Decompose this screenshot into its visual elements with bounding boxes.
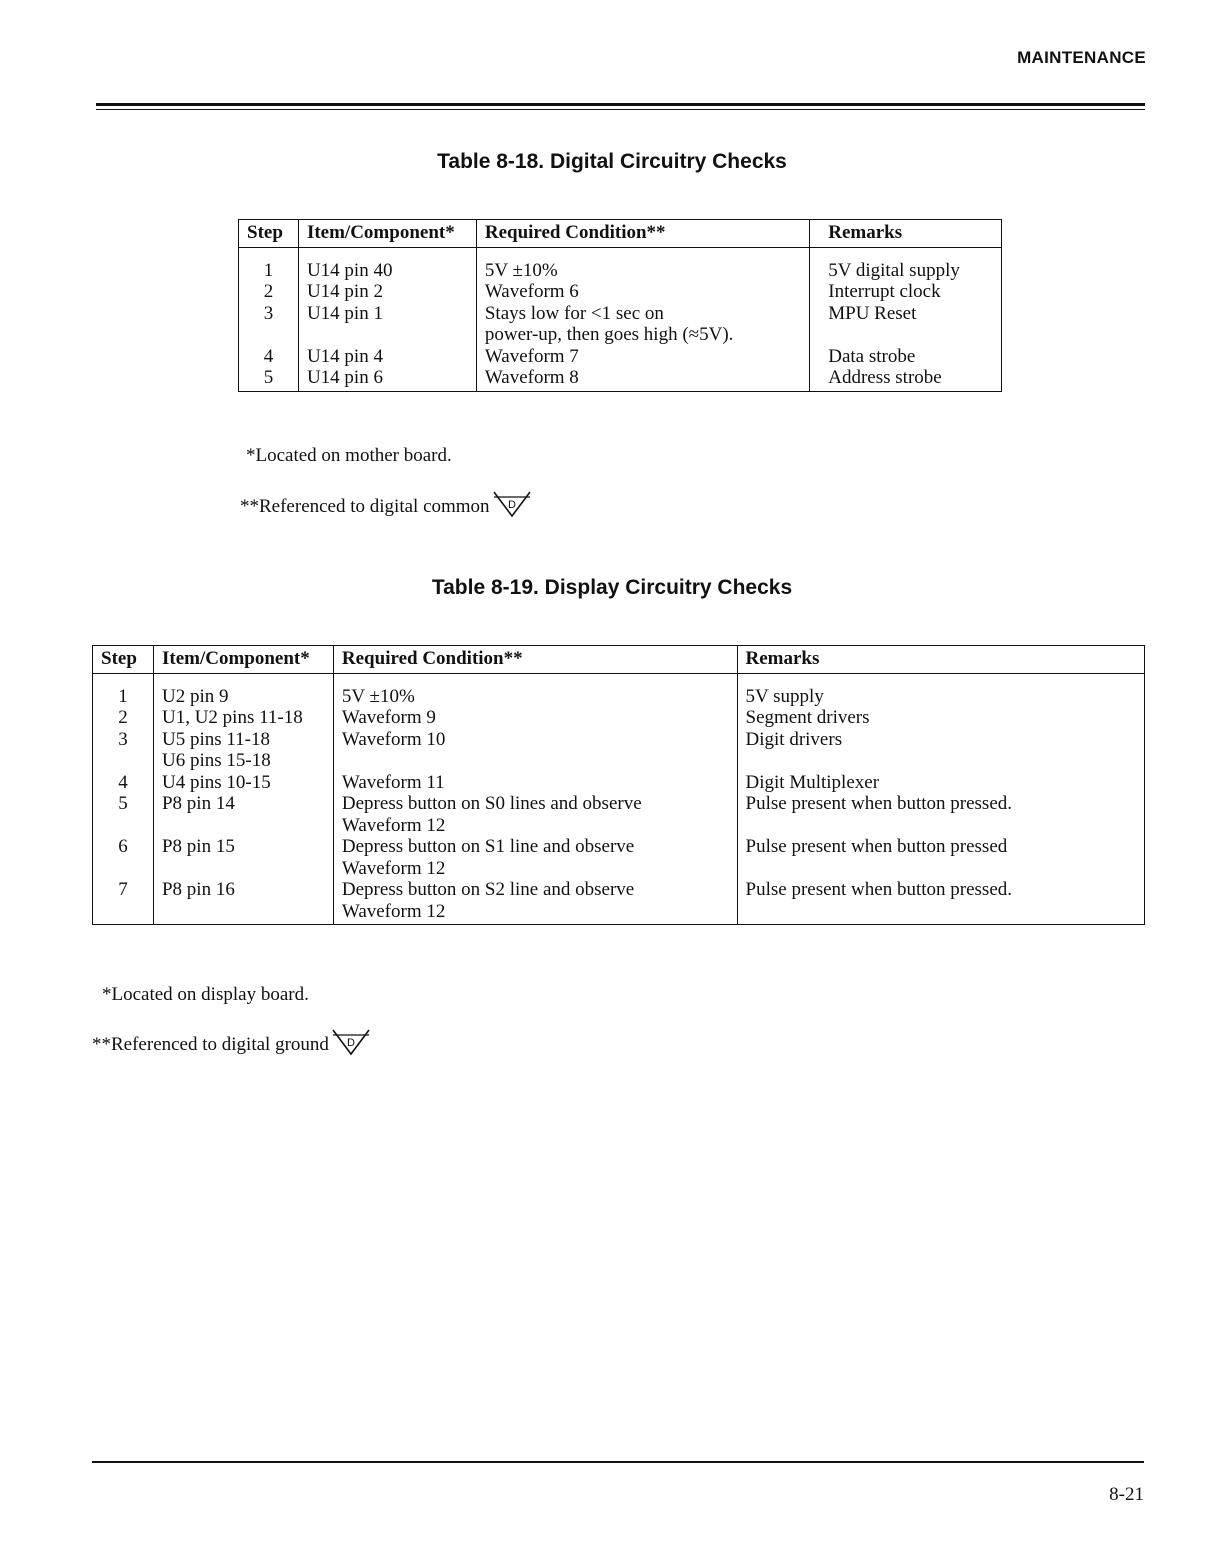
condition-cell: Waveform 7 bbox=[476, 346, 809, 368]
remarks-cell: 5V digital supply bbox=[810, 260, 1002, 282]
condition-cell bbox=[476, 303, 809, 346]
table-row bbox=[239, 303, 1002, 346]
item-line: U6 pins 15-18 bbox=[161, 750, 271, 771]
step-cell: 2 bbox=[239, 281, 299, 303]
condition-cell: Waveform 11 bbox=[333, 772, 737, 794]
condition-cell: 5V ±10% bbox=[476, 260, 809, 282]
column-header-item: Item/Component* bbox=[298, 220, 476, 248]
header-rule-thick bbox=[96, 103, 1145, 106]
step-cell: 3 bbox=[93, 729, 154, 772]
step-cell: 6 bbox=[93, 836, 154, 879]
step-cell: 3 bbox=[239, 303, 299, 346]
remarks-cell: Data strobe bbox=[810, 346, 1002, 368]
remarks-cell: Digit drivers bbox=[737, 729, 1144, 772]
column-header-condition: Required Condition** bbox=[333, 646, 737, 674]
condition-line: Waveform 12 bbox=[341, 857, 446, 879]
footnote-text: **Referenced to digital common bbox=[240, 496, 490, 517]
table-row bbox=[93, 729, 1145, 772]
footer-rule bbox=[92, 1461, 1144, 1463]
step-cell: 5 bbox=[93, 793, 154, 836]
condition-cell: 5V ±10% bbox=[333, 686, 737, 708]
remarks-cell: Interrupt clock bbox=[810, 281, 1002, 303]
remarks-cell: Address strobe bbox=[810, 367, 1002, 391]
table-18-footnote-location: *Located on mother board. bbox=[246, 445, 452, 466]
item-cell: U14 pin 6 bbox=[298, 367, 476, 391]
item-line: U5 pins 11-18 bbox=[161, 728, 270, 750]
condition-line: Waveform 12 bbox=[341, 814, 446, 836]
digital-ground-icon bbox=[331, 1028, 371, 1056]
table-row bbox=[239, 281, 1002, 303]
table-row bbox=[239, 367, 1002, 391]
condition-line: Waveform 12 bbox=[341, 900, 446, 922]
table-row bbox=[93, 772, 1145, 794]
table-row bbox=[93, 836, 1145, 879]
condition-line: power-up, then goes high (≈5V). bbox=[484, 324, 734, 345]
condition-cell bbox=[333, 793, 737, 836]
remarks-cell: Digit Multiplexer bbox=[737, 772, 1144, 794]
condition-cell: Waveform 8 bbox=[476, 367, 809, 391]
step-cell: 5 bbox=[239, 367, 299, 391]
remarks-cell: Segment drivers bbox=[737, 707, 1144, 729]
ground-symbol-letter: D bbox=[346, 1037, 355, 1049]
table-18-footnote-reference bbox=[240, 490, 532, 518]
column-header-remarks: Remarks bbox=[737, 646, 1144, 674]
table-row bbox=[93, 793, 1145, 836]
step-cell: 1 bbox=[239, 260, 299, 282]
table-18-header-row bbox=[239, 220, 1002, 248]
condition-cell: Waveform 10 bbox=[333, 729, 737, 772]
step-cell: 2 bbox=[93, 707, 154, 729]
table-row bbox=[93, 707, 1145, 729]
digital-common-ground-icon bbox=[492, 490, 532, 518]
table-row bbox=[93, 686, 1145, 708]
condition-cell bbox=[333, 879, 737, 925]
condition-line: Stays low for <1 sec on bbox=[484, 302, 664, 324]
table-19-footnote-reference bbox=[92, 1028, 371, 1056]
condition-line: Depress button on S1 line and observe bbox=[341, 836, 635, 857]
item-cell: U14 pin 40 bbox=[298, 260, 476, 282]
item-cell: U14 pin 4 bbox=[298, 346, 476, 368]
condition-line: Depress button on S2 line and observe bbox=[341, 879, 635, 900]
table-18-title: Table 8-18. Digital Circuitry Checks bbox=[437, 150, 787, 173]
header-rule-thin bbox=[96, 109, 1145, 110]
column-header-step: Step bbox=[239, 220, 299, 248]
item-cell: U14 pin 1 bbox=[298, 303, 476, 346]
remarks-cell: 5V supply bbox=[737, 686, 1144, 708]
item-cell: U14 pin 2 bbox=[298, 281, 476, 303]
table-19-footnote-location: *Located on display board. bbox=[102, 984, 309, 1005]
step-cell: 4 bbox=[239, 346, 299, 368]
table-19-title: Table 8-19. Display Circuitry Checks bbox=[431, 576, 793, 599]
condition-cell: Waveform 6 bbox=[476, 281, 809, 303]
remarks-cell: Pulse present when button pressed bbox=[737, 836, 1144, 879]
ground-symbol-letter: D bbox=[507, 499, 516, 511]
column-header-condition: Required Condition** bbox=[476, 220, 809, 248]
item-cell: P8 pin 15 bbox=[153, 836, 333, 879]
item-cell: U4 pins 10-15 bbox=[153, 772, 333, 794]
item-cell: P8 pin 14 bbox=[153, 793, 333, 836]
page-number: 8-21 bbox=[1109, 1484, 1144, 1505]
footnote-text: **Referenced to digital ground bbox=[92, 1034, 329, 1055]
table-row bbox=[239, 346, 1002, 368]
column-header-item: Item/Component* bbox=[153, 646, 333, 674]
condition-cell: Waveform 9 bbox=[333, 707, 737, 729]
item-cell: P8 pin 16 bbox=[153, 879, 333, 925]
condition-cell bbox=[333, 836, 737, 879]
column-header-remarks: Remarks bbox=[810, 220, 1002, 248]
table-19-header-row bbox=[93, 646, 1145, 674]
remarks-cell: Pulse present when button pressed. bbox=[737, 793, 1144, 836]
item-cell bbox=[153, 729, 333, 772]
condition-line: Depress button on S0 lines and observe bbox=[341, 793, 642, 814]
table-19 bbox=[92, 645, 1145, 925]
item-cell: U2 pin 9 bbox=[153, 686, 333, 708]
column-header-step: Step bbox=[93, 646, 154, 674]
table-row bbox=[93, 879, 1145, 925]
remarks-cell: MPU Reset bbox=[810, 303, 1002, 346]
step-cell: 1 bbox=[93, 686, 154, 708]
table-row bbox=[239, 260, 1002, 282]
table-18 bbox=[238, 219, 1002, 392]
step-cell: 4 bbox=[93, 772, 154, 794]
remarks-cell: Pulse present when button pressed. bbox=[737, 879, 1144, 925]
step-cell: 7 bbox=[93, 879, 154, 925]
section-header: MAINTENANCE bbox=[1017, 48, 1146, 67]
item-cell: U1, U2 pins 11-18 bbox=[153, 707, 333, 729]
